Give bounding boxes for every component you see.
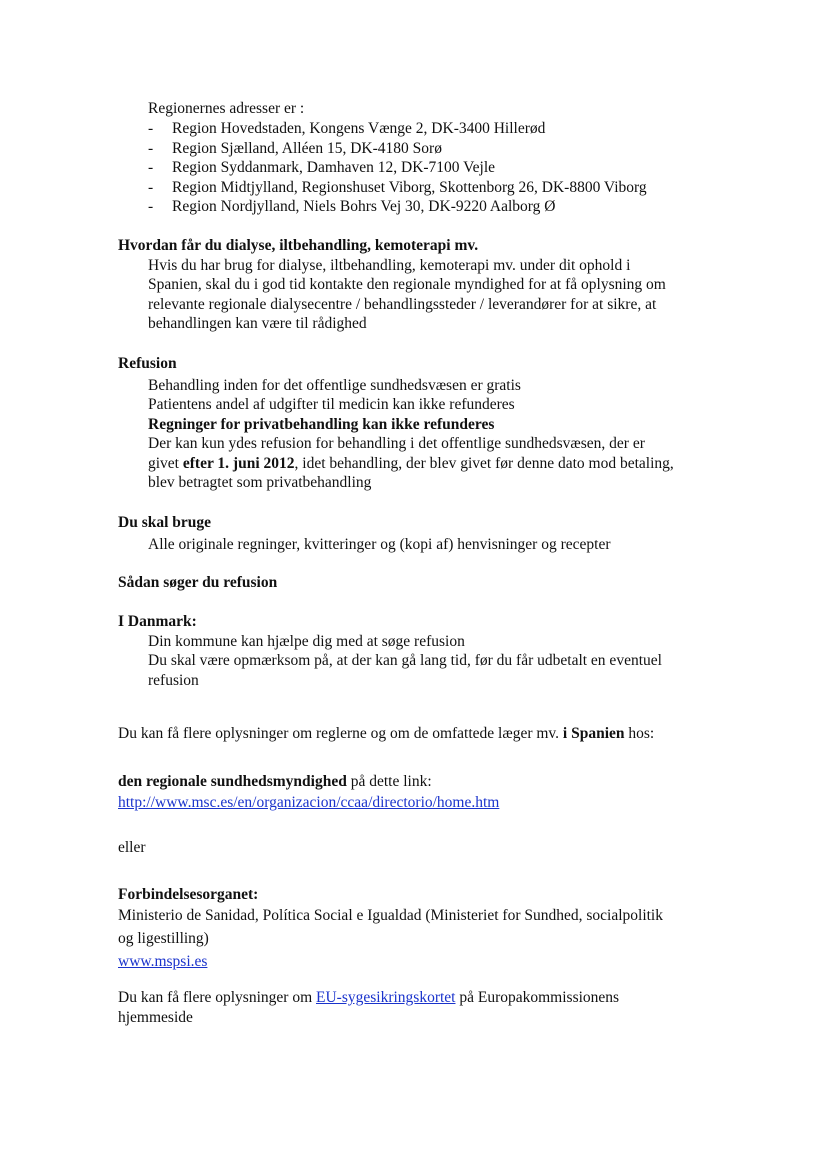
regional-authority-post: på dette link: [346,773,432,790]
bullet-dash: - [148,179,154,196]
bullet-dash: - [148,120,154,137]
or-text: eller [118,839,146,856]
refusion-text-pre: givet [148,455,183,472]
region-address: Region Midtjylland, Regionshuset Viborg, Skottenborg 26, DK-8800 Viborg [172,179,647,196]
eu-info-post: på Europakommissionens [455,989,620,1006]
refusion-text-line: Patientens andel af udgifter til medicin kan ikke refunderes [148,396,515,413]
apply-heading: Sådan søger du refusion [118,574,278,591]
region-address: Region Syddanmark, Damhaven 12, DK-7100 Vejle [172,159,496,176]
denmark-text-line: Du skal være opmærksom på, at der kan gå lang tid, før du får udbetalt en eventuel [148,652,662,669]
region-address: Region Sjælland, Alléen 15, DK-4180 Sorø [172,140,442,157]
liaison-text-line: Ministerio de Sanidad, Política Social e Igualdad (Ministeriet for Sundhed, socialpolitik [118,907,663,924]
refusion-text-line: Der kan kun ydes refusion for behandling i det offentlige sundhedsvæsen, der er [148,435,645,452]
liaison-text-line: og ligestilling) [118,930,209,947]
liaison-link[interactable]: www.mspsi.es [118,953,208,970]
dialysis-text-line: behandlingen kan være til rådighed [148,315,367,332]
dialysis-text-line: Hvis du har brug for dialyse, iltbehandling, kemoterapi mv. under dit ophold i [148,257,631,274]
more-info-post: hos: [624,725,655,742]
regional-authority-link[interactable]: http://www.msc.es/en/organizacion/ccaa/directorio/home.htm [118,794,500,811]
regions-intro: Regionernes adresser er : [148,100,305,117]
eu-info-text-line: hjemmeside [118,1009,193,1026]
bullet-dash: - [148,198,154,215]
denmark-text-line: Din kommune kan hjælpe dig med at søge refusion [148,633,465,650]
use-heading: Du skal bruge [118,514,212,531]
refusion-bold-line: Regninger for privatbehandling kan ikke refunderes [148,416,495,433]
refusion-heading: Refusion [118,355,177,372]
regional-authority-name: den regionale sundhedsmyndighed [118,773,347,790]
refusion-text-line: Behandling inden for det offentlige sundhedsvæsen er gratis [148,377,521,394]
denmark-heading: I Danmark: [118,613,197,630]
eu-card-link[interactable]: EU-sygesikringskortet [316,989,456,1006]
region-address: Region Hovedstaden, Kongens Vænge 2, DK-3400 Hillerød [172,120,546,137]
dialysis-text-line: Spanien, skal du i god tid kontakte den regionale myndighed for at få oplysning om [148,276,666,293]
more-info-text [118,724,654,743]
region-address: Region Nordjylland, Niels Bohrs Vej 30, DK-9220 Aalborg Ø [172,198,556,215]
refusion-date: efter 1. juni 2012 [182,455,295,472]
more-info-pre: Du kan få flere oplysninger om reglerne og om de omfattede læger mv. [118,725,563,742]
eu-info-text [118,988,619,1007]
dialysis-heading: Hvordan får du dialyse, iltbehandling, kemoterapi mv. [118,237,479,254]
bullet-dash: - [148,140,154,157]
use-text: Alle originale regninger, kvitteringer og (kopi af) henvisninger og recepter [148,536,611,553]
denmark-text-line: refusion [148,672,199,689]
refusion-text-line [148,454,674,473]
regional-authority-text [118,772,432,791]
refusion-text-line: blev betragtet som privatbehandling [148,474,372,491]
dialysis-text-line: relevante regionale dialysecentre / behandlingssteder / leverandører for at sikre, at [148,296,657,313]
more-info-country: i Spanien [562,725,625,742]
eu-info-pre: Du kan få flere oplysninger om [118,989,316,1006]
liaison-heading: Forbindelsesorganet: [118,886,259,903]
refusion-text-post: , idet behandling, der blev givet før denne dato mod betaling, [294,455,674,472]
bullet-dash: - [148,159,154,176]
